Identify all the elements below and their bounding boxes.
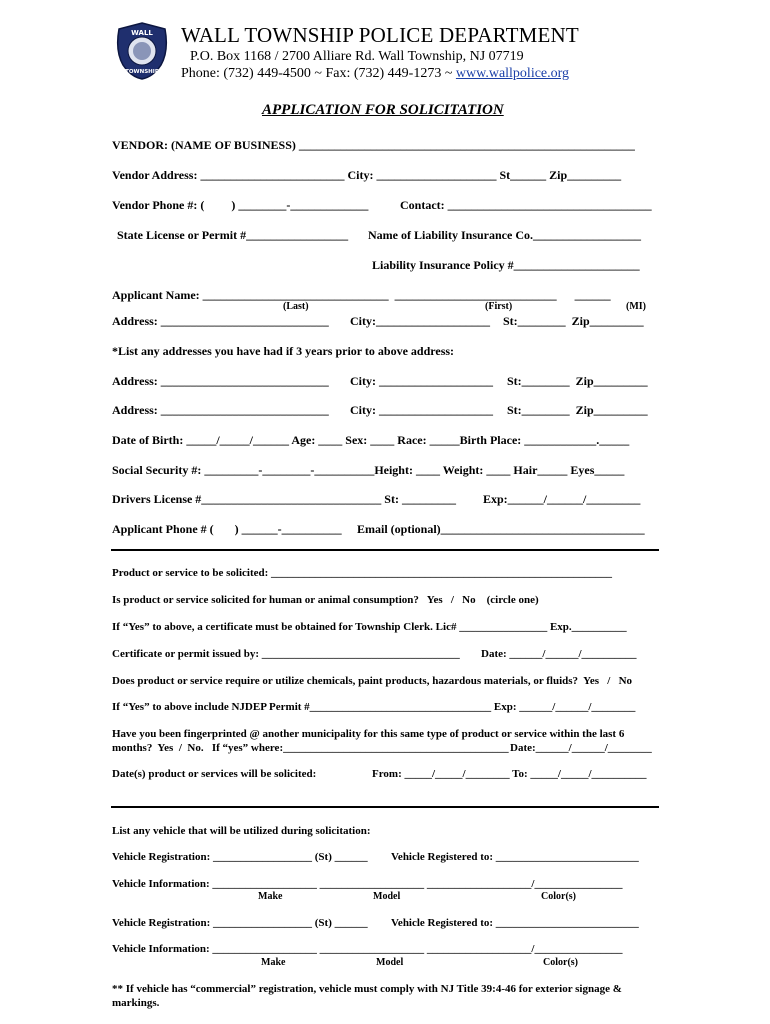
applicant-phone-field[interactable]: Applicant Phone # ( ) ______-__________ xyxy=(112,522,342,536)
applicant-state-zip-field[interactable]: St:________ Zip_________ xyxy=(503,314,644,328)
phone-fax-text: Phone: (732) 449-4500 ~ Fax: (732) 449-1273 ~ xyxy=(181,66,456,81)
model-label-1: Model xyxy=(373,891,401,902)
website-link[interactable]: www.wallpolice.org xyxy=(455,66,570,81)
email-field[interactable]: Email (optional)__________________________________ xyxy=(357,522,645,536)
prior-state-zip-1-field[interactable]: St:________ Zip_________ xyxy=(507,374,648,388)
drivers-license-field[interactable]: Drivers License #______________________________ St: _________ xyxy=(112,492,456,506)
form-title: APPLICATION FOR SOLICITATION xyxy=(262,102,504,118)
fingerprint-question-line2[interactable]: months? Yes / No. If “yes” where:_________________________________________ xyxy=(112,742,509,754)
vendor-name-field[interactable]: VENDOR: (NAME OF BUSINESS) ________________________________________________________ xyxy=(112,138,635,152)
social-security-line[interactable]: Social Security #: _________-________-__________Height: ____ Weight: ____ Hair_____ Eyes_____ xyxy=(112,463,625,477)
consumption-question[interactable]: Is product or service solicited for human or animal consumption? Yes / No (circle one) xyxy=(112,594,539,606)
vehicle-information-1-field[interactable]: Vehicle Information: ___________________ ___________________ ___________________/________________ xyxy=(112,878,623,890)
insurance-policy-field[interactable]: Liability Insurance Policy #_____________________ xyxy=(372,258,640,272)
certificate-date-field[interactable]: Date: ______/______/__________ xyxy=(481,648,637,660)
applicant-city-field[interactable]: City:___________________ xyxy=(350,314,490,328)
color-label-1: Color(s) xyxy=(541,891,576,902)
section-divider-1 xyxy=(111,549,659,551)
insurance-company-field[interactable]: Name of Liability Insurance Co.__________________ xyxy=(368,228,641,242)
model-label-2: Model xyxy=(376,957,404,968)
commercial-note-line1: ** If vehicle has “commercial” registration, vehicle must comply with NJ Title 39:4-46 for exterior signage & xyxy=(112,983,622,995)
last-name-label: (Last) xyxy=(283,301,309,312)
prior-city-1-field[interactable]: City: ___________________ xyxy=(350,374,493,388)
certificate-issued-field[interactable]: Certificate or permit issued by: ____________________________________ xyxy=(112,648,460,660)
njdep-permit-field[interactable]: If “Yes” to above include NJDEP Permit #_________________________________ Exp: ______/______/________ xyxy=(112,701,636,713)
vendor-phone-field[interactable]: Vendor Phone #: ( ) ________-_____________ xyxy=(112,198,369,212)
commercial-note-line2: markings. xyxy=(112,997,160,1009)
solicit-dates-label: Date(s) product or services will be solicited: xyxy=(112,768,317,780)
vehicle-section-header: List any vehicle that will be utilized during solicitation: xyxy=(112,825,371,837)
applicant-address-field[interactable]: Address: ____________________________ xyxy=(112,314,329,328)
first-name-label: (First) xyxy=(485,301,513,312)
police-badge-logo xyxy=(113,21,171,81)
color-label-2: Color(s) xyxy=(543,957,578,968)
make-label-1: Make xyxy=(258,891,283,902)
vehicle-registration-2-field[interactable]: Vehicle Registration: __________________ (St) ______ xyxy=(112,917,368,929)
date-of-birth-line[interactable]: Date of Birth: _____/_____/______ Age: ____ Sex: ____ Race: _____Birth Place: ____________._____ xyxy=(112,433,630,447)
fingerprint-date-field[interactable]: Date:______/______/________ xyxy=(510,742,652,754)
prior-address-1-field[interactable]: Address: ____________________________ xyxy=(112,374,329,388)
prior-addresses-note: *List any addresses you have had if 3 years prior to above address: xyxy=(112,344,455,358)
drivers-license-exp-field[interactable]: Exp:______/______/_________ xyxy=(483,492,641,506)
solicit-from-to-field[interactable]: From: _____/_____/________ To: _____/_____/__________ xyxy=(372,768,647,780)
product-service-field[interactable]: Product or service to be solicited: ______________________________________________________________ xyxy=(112,567,613,579)
applicant-name-field[interactable]: Applicant Name: _______________________________ ___________________________ ______ xyxy=(112,288,611,302)
make-label-2: Make xyxy=(261,957,286,968)
section-divider-2 xyxy=(111,806,659,808)
prior-address-2-field[interactable]: Address: ____________________________ xyxy=(112,403,329,417)
vehicle-registration-1-field[interactable]: Vehicle Registration: __________________ (St) ______ xyxy=(112,851,368,863)
department-name: WALL TOWNSHIP POLICE DEPARTMENT xyxy=(181,23,579,47)
vehicle-registered-to-1-field[interactable]: Vehicle Registered to: __________________________ xyxy=(391,851,639,863)
contact-field[interactable]: Contact: __________________________________ xyxy=(400,198,652,212)
vendor-address-field[interactable]: Vendor Address: ________________________ City: ____________________ St______ Zip_________ xyxy=(112,168,622,182)
badge-top-text: WALL xyxy=(131,29,153,37)
certificate-note-field[interactable]: If “Yes” to above, a certificate must be obtained for Township Clerk. Lic# ________________ Exp.__________ xyxy=(112,621,627,633)
department-phone xyxy=(181,66,569,82)
vehicle-information-2-field[interactable]: Vehicle Information: ___________________ ___________________ ___________________/________________ xyxy=(112,943,623,955)
vehicle-registered-to-2-field[interactable]: Vehicle Registered to: __________________________ xyxy=(391,917,639,929)
middle-initial-label: (MI) xyxy=(626,301,646,312)
fingerprint-question-line1: Have you been fingerprinted @ another municipality for this same type of product or service within the last 6 xyxy=(112,728,625,740)
state-license-field[interactable]: State License or Permit #_________________ xyxy=(117,228,349,242)
chemicals-question[interactable]: Does product or service require or utilize chemicals, paint products, hazardous materials, or fluids? Yes / No xyxy=(112,675,633,687)
badge-bottom-text: TOWNSHIP xyxy=(125,69,159,75)
department-address: P.O. Box 1168 / 2700 Alliare Rd. Wall Township, NJ 07719 xyxy=(190,49,524,64)
prior-state-zip-2-field[interactable]: St:________ Zip_________ xyxy=(507,403,648,417)
prior-city-2-field[interactable]: City: ___________________ xyxy=(350,403,493,417)
